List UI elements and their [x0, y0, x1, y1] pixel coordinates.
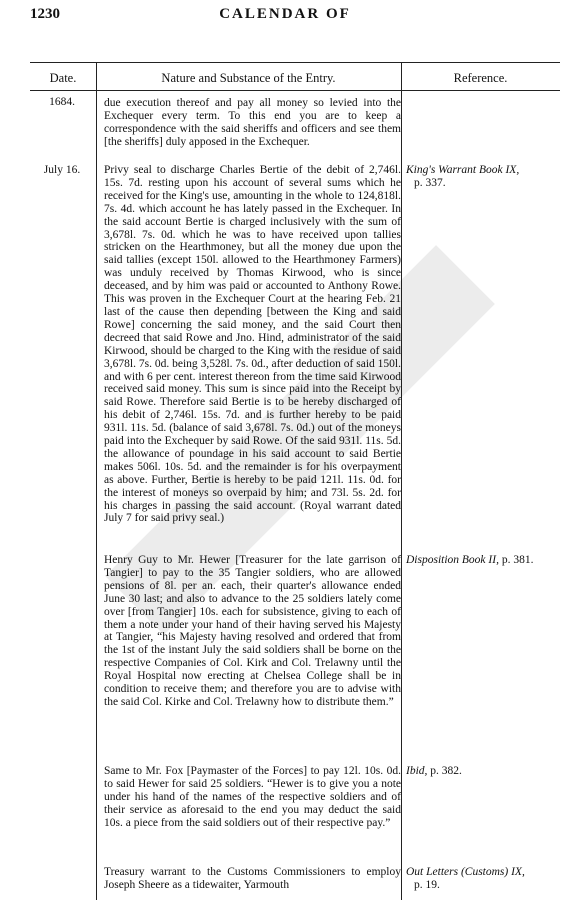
entry-text: due execution thereof and pay all money so levied into the Exchequer every term. To this end you are to keep a correspondence with the said sheriffs and officers and see them [the sheriffs] duly apposed in the Exchequer. [104, 97, 401, 148]
reference-page: p. 382. [430, 765, 462, 777]
entry-date: 1684. [49, 96, 75, 108]
entry-reference [406, 765, 560, 778]
reference-page: p. 337. [414, 176, 446, 189]
reference-page: p. 19. [414, 878, 440, 891]
reference-title: Disposition Book II, [406, 554, 499, 566]
entry-reference [406, 164, 560, 190]
column-divider-1 [96, 62, 97, 900]
entry-text: Same to Mr. Fox [Paymaster of the Forces] to pay 12l. 10s. 0d. to said Hewer for said 25 soldiers. “Hewer is to give you a note under his hand of the names of the respective soldiers and of their service as aforesaid to the end you may deduct the said 10s. a piece from the said soldiers out of their respective pay.” [104, 765, 401, 829]
entry-text: Treasury warrant to the Customs Commissioners to employ Joseph Sheere as a tidewaiter, Yarmouth [104, 866, 401, 891]
reference-title: Ibid, [406, 765, 428, 777]
header-rule-bottom [30, 90, 560, 91]
entry-date: July 16. [43, 164, 81, 176]
column-header-entry: Nature and Substance of the Entry. [161, 71, 336, 85]
page-title: CALENDAR OF [219, 6, 351, 22]
reference-title: King's Warrant Book IX, [406, 164, 520, 176]
column-header-date: Date. [49, 71, 77, 85]
column-divider-2 [401, 62, 402, 900]
page-number: 1230 [30, 6, 60, 22]
reference-title: Out Letters (Customs) IX, [406, 866, 525, 878]
entry-reference [406, 866, 560, 892]
header-rule-top [30, 62, 560, 63]
entry-text: Privy seal to discharge Charles Bertie of the debit of 2,746l. 15s. 7d. resting upon his account of several sums which he received for the King's use, amounting in the whole to 124,818l. 7s. 4d. which account he has lately passed in the Exchequer. In the said account Bertie is charged inclusively with the sum of 3,678l. 7s. 0d. which he was to have received upon tallies stricken on the Hearthmoney, but all the money due upon the said tallies (except 150l. allowed to the Hearthmoney Farmers) was unduly received by Thomas Kirwood, who is since deceased, and by him was paid or accounted to Anthony Rowe. This was proven in the Exchequer Court at the hearing Feb. 21 last of the cause then depending [between the King and said Rowe] concerning the said money, and the said Court then decreed that said Rowe and Jno. Hind, administrator of the said Kirwood, should be charged to the King with the residue of said 3,678l. 7s. 0d. being 3,528l. 7s. 0d., after deduction of said 150l. and with 6 per cent. interest thereon from the time said Kirwood received said money. This sum is since paid into the Receipt by said Rowe. Therefore said Bertie is to be hereby discharged of his debit of 2,746l. 15s. 7d. and is further hereby to be paid 931l. 11s. 5d. (balance of said 3,678l. 7s. 0d.) out of the moneys paid into the Exchequer by said Rowe. Of the said 931l. 11s. 5d. the allowance of poundage in his said account to said Bertie makes 506l. 10s. 5d. and the remainder is for his overpayment as above. Further, Bertie is hereby to be paid 121l. 11s. 0d. for the interest of moneys so overpaid by him; and 73l. 5s. 2d. for his charges in passing the said account. (Royal warrant dated July 7 for said privy seal.) [104, 164, 401, 525]
entry-reference [406, 554, 560, 567]
column-header-reference: Reference. [453, 71, 508, 85]
reference-page: p. 381. [501, 554, 534, 566]
entry-text: Henry Guy to Mr. Hewer [Treasurer for the late garrison of Tangier] to pay to the 35 Tangier soldiers, who are allowed pensions of 8l. per an. each, their quarter's allowance ended June 30 last; and also to advance to the 25 soldiers lately come over [from Tangier] 10s. each for subsistence, giving to each of them a note under your hand of their having served his Majesty at Tangier, “his Majesty having resolved and ordered that from the 1st of the instant July the said soldiers shall be borne on the respective Companies of Col. Kirk and Col. Trelawny until the Royal Hospital now erecting at Chelsea College shall be in condition to receive them; and therefore you are to advise with the said Col. Kirke and Col. Trelawny how to distribute them.” [104, 554, 401, 708]
